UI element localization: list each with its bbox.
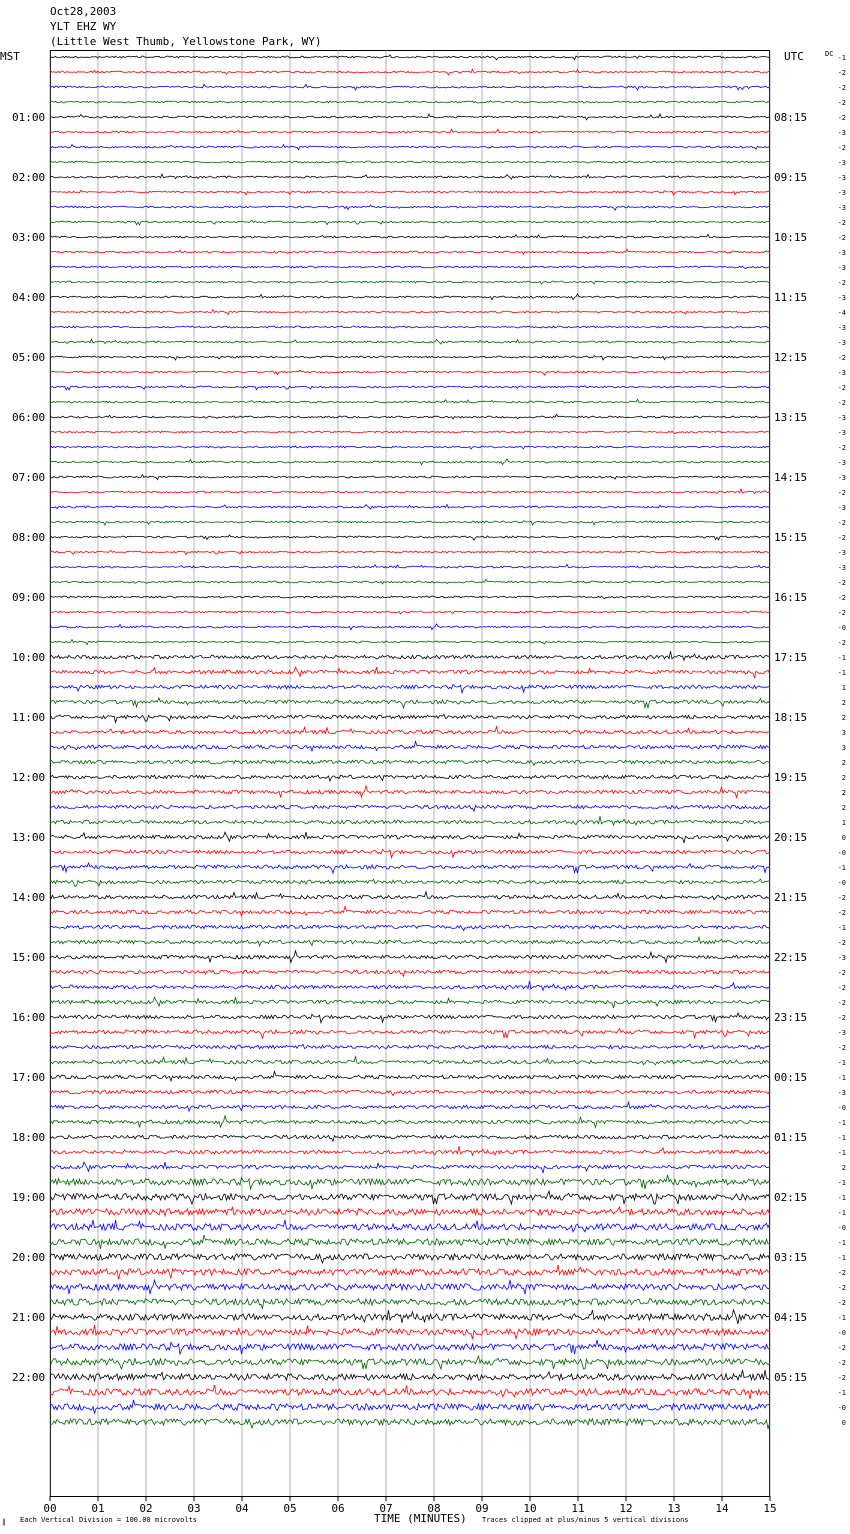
dc-offset-label: -3: [837, 549, 846, 557]
dc-offset-label: -2: [837, 489, 846, 497]
seismic-trace: [50, 310, 770, 315]
right-hour-label: 16:15: [774, 591, 808, 604]
dc-offset-label: -0: [837, 1404, 846, 1412]
seismic-trace: [50, 220, 770, 225]
dc-offset-label: -2: [837, 999, 846, 1007]
dc-offset-label: -1: [837, 1314, 846, 1322]
dc-offset-label: 2: [841, 759, 846, 767]
left-hour-label: 03:00: [12, 231, 46, 244]
seismic-trace: [50, 667, 770, 678]
seismic-trace: [50, 832, 770, 843]
dc-offset-label: 0: [841, 834, 846, 842]
dc-offset-label: -2: [837, 969, 846, 977]
dc-offset-label: 1: [841, 819, 846, 827]
seismic-trace: [50, 1356, 770, 1369]
dc-offset-label: -1: [837, 1134, 846, 1142]
dc-offset-label: -0: [837, 879, 846, 887]
seismic-trace: [50, 535, 770, 540]
dc-offset-label: -3: [837, 504, 846, 512]
seismic-trace: [50, 1254, 770, 1263]
dc-offset-label: -3: [837, 414, 846, 422]
corner-mark: ∥: [2, 1518, 6, 1526]
seismic-trace: [50, 1175, 770, 1189]
seismic-trace: [50, 1265, 770, 1279]
dc-offset-label: -1: [837, 669, 846, 677]
dc-offset-label: -1: [837, 1239, 846, 1247]
dc-offset-label: -2: [837, 594, 846, 602]
seismic-trace: [50, 1146, 770, 1155]
left-hour-label: 21:00: [12, 1311, 46, 1324]
seismic-trace: [50, 863, 770, 873]
seismic-trace: [50, 564, 770, 568]
seismic-trace: [50, 640, 770, 645]
dc-offset-label: 2: [841, 804, 846, 812]
left-hour-label: 15:00: [12, 951, 46, 964]
seismic-trace: [50, 161, 770, 163]
seismic-trace: [50, 339, 770, 344]
chart-date: Oct28,2003: [50, 5, 117, 18]
right-hour-label: 00:15: [774, 1071, 808, 1084]
right-hour-label: 13:15: [774, 411, 808, 424]
seismic-trace: [50, 1419, 770, 1429]
seismic-trace: [50, 414, 770, 419]
seismic-trace: [50, 937, 770, 946]
seismic-trace: [50, 727, 770, 734]
dc-offset-label: -2: [837, 279, 846, 287]
dc-offset-label: 2: [841, 789, 846, 797]
dc-offset-label: -2: [837, 1374, 846, 1382]
right-hour-label: 21:15: [774, 891, 808, 904]
right-hour-label: 15:15: [774, 531, 808, 544]
seismic-trace: [50, 385, 770, 390]
dc-offset-label: -1: [837, 1074, 846, 1082]
seismic-trace: [50, 281, 770, 284]
dc-offset-label: 2: [841, 699, 846, 707]
seismic-trace: [50, 1044, 770, 1049]
seismic-trace: [50, 892, 770, 900]
dc-offset-label: -4: [837, 309, 846, 317]
dc-offset-label: -3: [837, 159, 846, 167]
seismic-trace: [50, 879, 770, 886]
dc-offset-label: -1: [837, 654, 846, 662]
left-hour-label: 07:00: [12, 471, 46, 484]
left-hour-label: 13:00: [12, 831, 46, 844]
seismic-trace: [50, 624, 770, 630]
dc-offset-label: -3: [837, 1089, 846, 1097]
seismic-trace: [50, 685, 770, 693]
x-tick-label: 03: [187, 1502, 201, 1515]
dc-offset-label: -3: [837, 564, 846, 572]
seismic-trace: [50, 906, 770, 916]
seismic-trace: [50, 611, 770, 614]
dc-offset-label: -2: [837, 1014, 846, 1022]
seismic-trace: [50, 1135, 770, 1141]
dc-offset-label: -2: [837, 909, 846, 917]
seismic-trace: [50, 1385, 770, 1399]
left-hour-label: 14:00: [12, 891, 46, 904]
dc-offset-label: -2: [837, 219, 846, 227]
x-tick-label: 01: [91, 1502, 105, 1515]
seismic-trace: [50, 1299, 770, 1309]
left-hour-label: 17:00: [12, 1071, 46, 1084]
dc-offset-label: -2: [837, 234, 846, 242]
x-tick-label: 10: [523, 1502, 537, 1515]
seismic-trace: [50, 145, 770, 150]
seismic-trace: [50, 1090, 770, 1095]
dc-offset-label: -3: [837, 264, 846, 272]
seismic-trace: [50, 294, 770, 300]
seismic-trace: [50, 579, 770, 584]
x-tick-label: 02: [139, 1502, 153, 1515]
left-hour-label: 11:00: [12, 711, 46, 724]
dc-offset-label: -3: [837, 204, 846, 212]
seismic-trace: [50, 446, 770, 449]
seismic-trace: [50, 266, 770, 269]
dc-offset-label: -1: [837, 1059, 846, 1067]
dc-offset-label: -3: [837, 369, 846, 377]
seismic-trace: [50, 970, 770, 976]
seismic-trace: [50, 772, 770, 781]
left-hour-label: 19:00: [12, 1191, 46, 1204]
right-hour-label: 18:15: [774, 711, 808, 724]
dc-offset-label: -2: [837, 1044, 846, 1052]
dc-offset-label: 2: [841, 1164, 846, 1172]
left-hour-label: 05:00: [12, 351, 46, 364]
seismic-trace: [50, 714, 770, 722]
dc-offset-label: -2: [837, 984, 846, 992]
right-hour-label: 17:15: [774, 651, 808, 664]
dc-offset-label: -2: [837, 399, 846, 407]
dc-offset-label: 0: [841, 1419, 846, 1427]
station-location: (Little West Thumb, Yellowstone Park, WY): [50, 35, 322, 48]
dc-offset-label: -1: [837, 1149, 846, 1157]
x-tick-label: 08: [427, 1502, 441, 1515]
dc-offset-label: -3: [837, 324, 846, 332]
right-hour-label: 19:15: [774, 771, 808, 784]
dc-offset-label: -2: [837, 1269, 846, 1277]
seismic-trace: [50, 114, 770, 120]
seismic-trace: [50, 925, 770, 930]
right-hour-label: 11:15: [774, 291, 808, 304]
seismic-trace: [50, 786, 770, 798]
seismic-trace: [50, 651, 770, 660]
right-hour-label: 05:15: [774, 1371, 808, 1384]
dc-offset-label: -2: [837, 444, 846, 452]
seismic-trace: [50, 1162, 770, 1173]
right-hour-label: 04:15: [774, 1311, 808, 1324]
dc-offset-label: -3: [837, 429, 846, 437]
left-hour-label: 12:00: [12, 771, 46, 784]
seismic-trace: [50, 997, 770, 1008]
dc-offset-label: -3: [837, 129, 846, 137]
dc-offset-label: -3: [837, 954, 846, 962]
dc-offset-label: -1: [837, 1194, 846, 1202]
dc-offset-label: -0: [837, 1329, 846, 1337]
dc-offset-label: -2: [837, 99, 846, 107]
right-hour-label: 14:15: [774, 471, 808, 484]
dc-offset-label: -3: [837, 249, 846, 257]
seismic-trace: [50, 1340, 770, 1354]
seismic-trace: [50, 370, 770, 375]
seismic-trace: [50, 489, 770, 494]
dc-offset-label: -2: [837, 519, 846, 527]
left-hour-label: 18:00: [12, 1131, 46, 1144]
dc-offset-label: -3: [837, 459, 846, 467]
dc-offset-label: -3: [837, 174, 846, 182]
dc-offset-label: -1: [837, 1254, 846, 1262]
x-tick-label: 05: [283, 1502, 297, 1515]
dc-offset-label: -1: [837, 1389, 846, 1397]
seismic-trace: [50, 1325, 770, 1339]
seismic-trace: [50, 505, 770, 510]
dc-offset-label: -0: [837, 1224, 846, 1232]
left-hour-label: 04:00: [12, 291, 46, 304]
dc-offset-label: -2: [837, 534, 846, 542]
seismic-trace: [50, 805, 770, 811]
x-tick-label: 11: [571, 1502, 585, 1515]
dc-offset-label: -2: [837, 639, 846, 647]
dc-offset-label: -0: [837, 849, 846, 857]
dc-offset-label: -2: [837, 84, 846, 92]
dc-offset-label: -2: [837, 354, 846, 362]
dc-offset-label: -2: [837, 384, 846, 392]
seismic-trace: [50, 698, 770, 708]
dc-offset-label: 2: [841, 714, 846, 722]
x-tick-label: 15: [763, 1502, 777, 1515]
left-hour-label: 01:00: [12, 111, 46, 124]
x-tick-label: 04: [235, 1502, 249, 1515]
seismic-trace: [50, 981, 770, 990]
seismic-trace: [50, 1057, 770, 1065]
right-hour-label: 23:15: [774, 1011, 808, 1024]
right-hour-label: 02:15: [774, 1191, 808, 1204]
right-hour-label: 10:15: [774, 231, 808, 244]
seismic-trace: [50, 174, 770, 179]
seismic-trace: [50, 1116, 770, 1128]
left-hour-label: 02:00: [12, 171, 46, 184]
dc-offset-label: -3: [837, 294, 846, 302]
dc-offset-label: -2: [837, 69, 846, 77]
seismic-trace: [50, 760, 770, 765]
left-hour-label: 09:00: [12, 591, 46, 604]
x-axis-title: TIME (MINUTES): [374, 1512, 467, 1525]
right-hour-label: 09:15: [774, 171, 808, 184]
dc-offset-label: -1: [837, 1179, 846, 1187]
seismic-trace: [50, 234, 770, 238]
x-tick-label: 06: [331, 1502, 345, 1515]
right-hour-label: 01:15: [774, 1131, 808, 1144]
dc-offset-label: -2: [837, 894, 846, 902]
seismic-trace: [50, 1220, 770, 1232]
dc-offset-label: -2: [837, 609, 846, 617]
seismic-trace: [50, 951, 770, 963]
dc-offset-label: -1: [837, 1119, 846, 1127]
right-hour-label: 03:15: [774, 1251, 808, 1264]
x-tick-label: 13: [667, 1502, 681, 1515]
dc-offset-label: -2: [837, 1284, 846, 1292]
dc-offset-label: -2: [837, 114, 846, 122]
right-hour-label: 20:15: [774, 831, 808, 844]
seismic-trace: [50, 1207, 770, 1216]
dc-offset-label: -2: [837, 1299, 846, 1307]
dc-offset-label: -2: [837, 1359, 846, 1367]
dc-offset-label: -3: [837, 1029, 846, 1037]
left-hour-label: 10:00: [12, 651, 46, 664]
dc-offset-label: -1: [837, 1209, 846, 1217]
left-hour-label: 20:00: [12, 1251, 46, 1264]
left-hour-label: 16:00: [12, 1011, 46, 1024]
dc-offset-label: -1: [837, 54, 846, 62]
dc-offset-label: 3: [841, 744, 846, 752]
seismic-trace: [50, 816, 770, 825]
seismic-trace: [50, 326, 770, 328]
dc-offset-label: -2: [837, 579, 846, 587]
clip-note: Traces clipped at plus/minus 5 vertical divisions: [482, 1516, 689, 1524]
x-tick-label: 07: [379, 1502, 393, 1515]
left-timezone-label: MST: [0, 50, 20, 63]
scale-note: Each Vertical Division = 100.00 microvolts: [20, 1516, 198, 1524]
left-hour-label: 08:00: [12, 531, 46, 544]
dc-offset-label: 3: [841, 729, 846, 737]
dc-offset-label: -2: [837, 144, 846, 152]
seismic-trace: [50, 1029, 770, 1039]
seismic-trace: [50, 70, 770, 76]
seismic-trace: [50, 1071, 770, 1081]
seismic-trace: [50, 399, 770, 403]
left-hour-label: 06:00: [12, 411, 46, 424]
station-code: YLT EHZ WY: [50, 20, 117, 33]
seismic-trace: [50, 459, 770, 465]
seismic-trace: [50, 55, 770, 60]
seismic-trace: [50, 1310, 770, 1324]
x-tick-label: 09: [475, 1502, 489, 1515]
right-hour-label: 22:15: [774, 951, 808, 964]
x-tick-label: 12: [619, 1502, 633, 1515]
dc-offset-label: -0: [837, 1104, 846, 1112]
seismic-trace: [50, 190, 770, 195]
seismic-trace: [50, 1235, 770, 1249]
seismic-trace: [50, 129, 770, 133]
seismic-trace: [50, 1102, 770, 1111]
seismic-trace: [50, 521, 770, 525]
right-hour-label: 12:15: [774, 351, 808, 364]
seismic-trace: [50, 1191, 770, 1204]
seismic-trace: [50, 741, 770, 751]
left-hour-label: 22:00: [12, 1371, 46, 1384]
seismic-trace: [50, 101, 770, 103]
dc-offset-label: -3: [837, 339, 846, 347]
seismic-trace: [50, 205, 770, 210]
dc-offset-label: 2: [841, 774, 846, 782]
dc-offset-label: -1: [837, 864, 846, 872]
dc-offset-label: -3: [837, 189, 846, 197]
dc-offset-label: -2: [837, 1344, 846, 1352]
dc-offset-label: -0: [837, 624, 846, 632]
dc-header-label: DC: [825, 50, 834, 58]
seismic-trace: [50, 84, 770, 90]
x-tick-label: 00: [43, 1502, 57, 1515]
seismic-trace: [50, 550, 770, 554]
seismic-trace: [50, 1400, 770, 1413]
x-tick-label: 14: [715, 1502, 729, 1515]
seismic-trace: [50, 1013, 770, 1023]
seismic-trace: [50, 249, 770, 254]
dc-offset-label: 1: [841, 684, 846, 692]
seismic-trace: [50, 475, 770, 480]
right-timezone-label: UTC: [784, 50, 804, 63]
seismic-trace: [50, 596, 770, 599]
dc-offset-label: -2: [837, 939, 846, 947]
seismic-trace: [50, 850, 770, 858]
dc-offset-label: -3: [837, 474, 846, 482]
seismic-trace: [50, 356, 770, 360]
seismic-trace: [50, 1370, 770, 1381]
seismic-trace: [50, 431, 770, 434]
dc-offset-label: -1: [837, 924, 846, 932]
right-hour-label: 08:15: [774, 111, 808, 124]
seismic-trace: [50, 1280, 770, 1294]
